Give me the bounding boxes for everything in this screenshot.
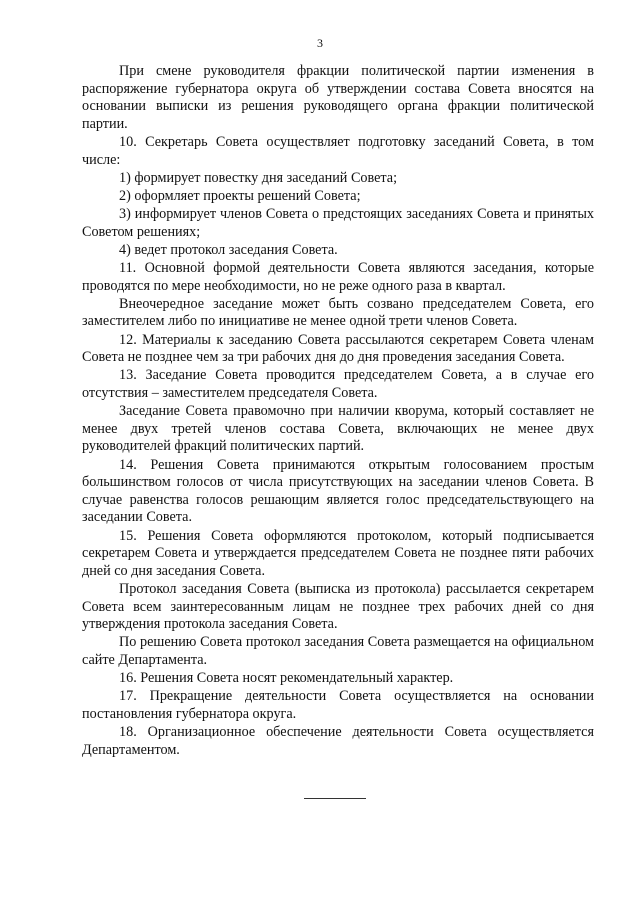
paragraph: 1) формирует повестку дня заседаний Совета; <box>119 169 398 186</box>
paragraph: 14. Решения Совета принимаются открытым голосованием простым большинством голосов от числа присутствующих на заседании членов Совета. В случае равенства голосов решающим является голос председательствующего на заседании Совета. <box>82 456 594 526</box>
page-number: 3 <box>317 36 323 50</box>
end-divider <box>304 798 366 799</box>
paragraph: 2) оформляет проекты решений Совета; <box>119 187 361 204</box>
paragraph: Внеочередное заседание может быть созвано председателем Совета, его заместителем либо по инициативе не менее одной трети членов Совета. <box>82 295 594 330</box>
paragraph: По решению Совета протокол заседания Совета размещается на официальном сайте Департамента. <box>82 634 594 668</box>
paragraph: 4) ведет протокол заседания Совета. <box>119 241 338 258</box>
paragraph: 16. Решения Совета носят рекомендательный характер. <box>119 670 454 687</box>
paragraph: 12. Материалы к заседанию Совета рассылаются секретарем Совета членам Совета не позднее чем за три рабочих дня до дня проведения заседания Совета. <box>82 331 594 366</box>
document-body <box>82 63 594 760</box>
paragraph: Протокол заседания Совета (выписка из протокола) рассылается секретарем Совета всем заинтересованным лицам не позднее трех рабочих дней со дня утверждения протокола заседания Совета. <box>82 580 594 633</box>
paragraph: 13. Заседание Совета проводится председателем Совета, а в случае его отсутствия – заместителем председателя Совета. <box>82 367 594 402</box>
paragraph: 10. Секретарь Совета осуществляет подготовку заседаний Совета, в том числе: <box>82 133 594 168</box>
paragraph: 11. Основной формой деятельности Совета являются заседания, которые проводятся по мере необходимости, но не реже одного раза в квартал. <box>82 260 594 294</box>
paragraph: 17. Прекращение деятельности Совета осуществляется на основании постановления губернатора округа. <box>82 688 594 722</box>
paragraph: 18. Организационное обеспечение деятельности Совета осуществляется Департаментом. <box>82 724 594 758</box>
paragraph: Заседание Совета правомочно при наличии кворума, который составляет не менее двух третей членов состава Совета, включающих не менее двух руководителей фракций политических партий. <box>82 403 594 455</box>
paragraph: При смене руководителя фракции политической партии изменения в распоряжение губернатора округа об утверждении состава Совета вносятся на основании выписки из решения руководящего органа фракции политической партии. <box>82 63 594 132</box>
paragraph: 3) информирует членов Совета о предстоящих заседаниях Совета и принятых Советом решениях; <box>82 206 594 240</box>
paragraph: 15. Решения Совета оформляются протоколом, который подписывается секретарем Совета и утверждается председателем Совета не позднее пяти рабочих дней со дня заседания Совета. <box>82 527 594 579</box>
